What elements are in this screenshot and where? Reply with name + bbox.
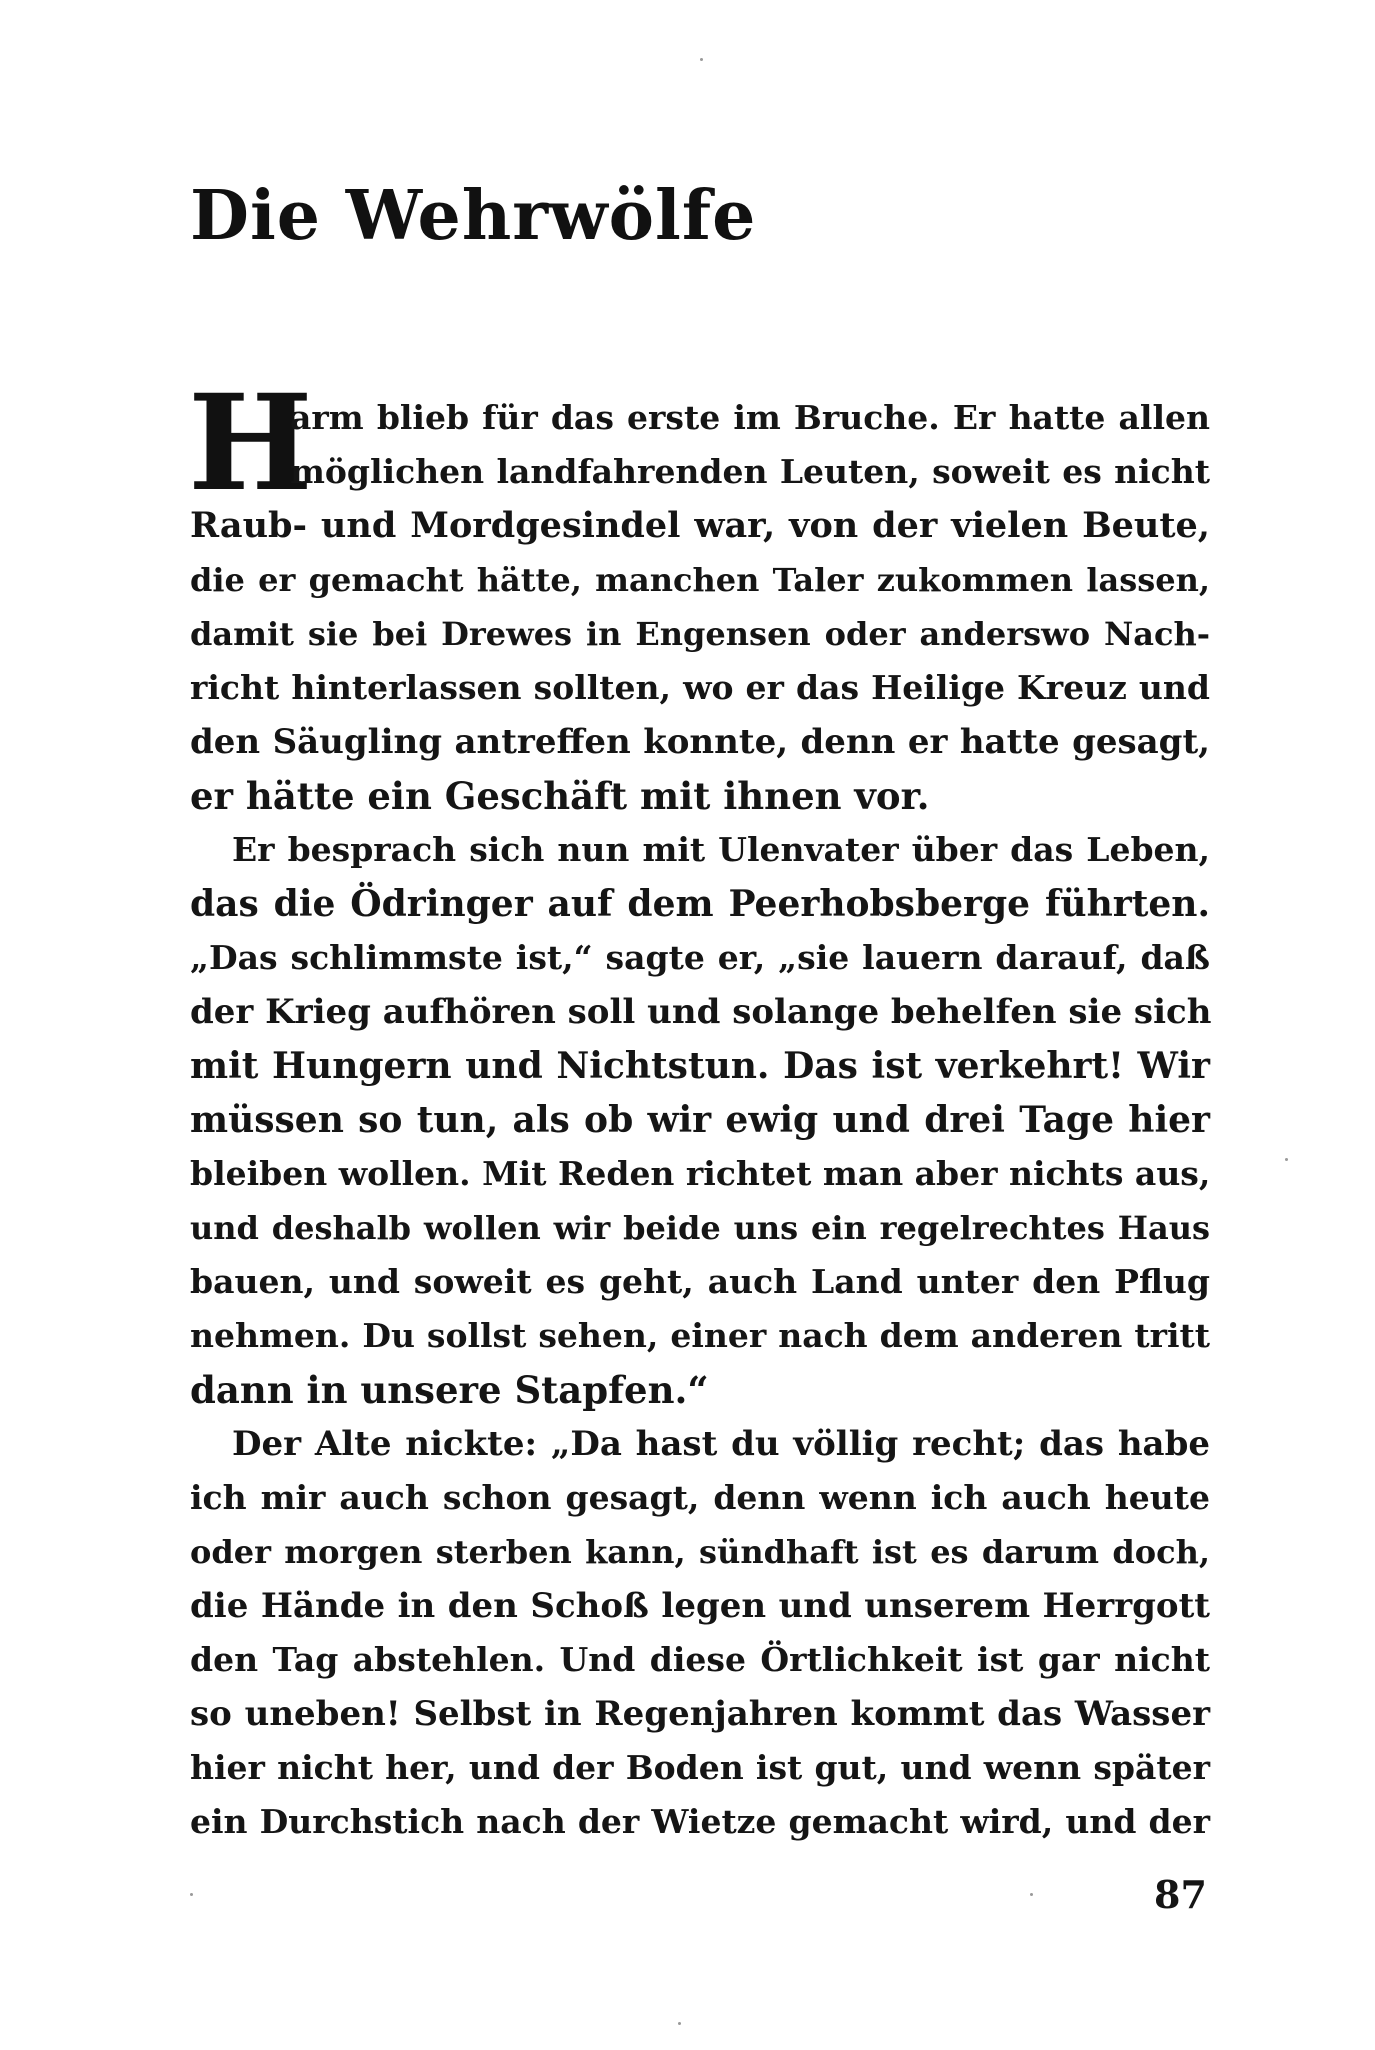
text-line: so uneben! Selbst in Regenjahren kommt das Wasser [190, 1694, 1210, 1734]
text-line: arm blieb für das erste im Bruche. Er hatte allen [290, 398, 1210, 437]
scan-speck [678, 2022, 681, 2025]
text-line: ich mir auch schon gesagt, denn wenn ich auch heute [190, 1478, 1210, 1517]
text-line: Er besprach sich nun mit Ulenvater über das Leben, [232, 830, 1210, 869]
text-line: die er gemacht hätte, manchen Taler zukommen lassen, [190, 561, 1210, 599]
text-line: hier nicht her, und der Boden ist gut, und wenn später [190, 1748, 1210, 1787]
scan-speck [1030, 1893, 1033, 1896]
text-line: ein Durchstich nach der Wietze gemacht wird, und der [190, 1802, 1210, 1841]
text-line: die Hände in den Schoß legen und unserem Herrgott [190, 1586, 1210, 1626]
text-line: bauen, und soweit es geht, auch Land unter den Pflug [190, 1262, 1210, 1301]
text-line: den Säugling antreffen konnte, denn er hatte gesagt, [190, 722, 1210, 762]
text-line: bleiben wollen. Mit Reden richtet man aber nichts aus, [190, 1154, 1211, 1193]
text-line: damit sie bei Drewes in Engensen oder anderswo Nach- [190, 615, 1210, 653]
page-number: 87 [1154, 1872, 1207, 1917]
scan-speck [700, 58, 703, 61]
scan-speck [1285, 1158, 1288, 1161]
text-line: den Tag abstehlen. Und diese Örtlichkeit ist gar nicht [190, 1640, 1210, 1679]
text-line: richt hinterlassen sollten, wo er das Heilige Kreuz und [190, 668, 1210, 707]
text-line: er hätte ein Geschäft mit ihnen vor. [190, 774, 930, 818]
text-line: oder morgen sterben kann, sündhaft ist es darum doch, [190, 1533, 1210, 1571]
scan-speck [190, 1893, 193, 1896]
text-line: Raub- und Mordgesindel war, von der vielen Beute, [190, 505, 1210, 546]
text-line: „Das schlimmste ist,“ sagte er, „sie lauern darauf, daß [190, 938, 1210, 977]
text-line: möglichen landfahrenden Leuten, soweit es nicht [290, 452, 1210, 491]
text-line: und deshalb wollen wir beide uns ein regelrechtes Haus [190, 1209, 1210, 1247]
text-line: müssen so tun, als ob wir ewig und drei Tage hier [190, 1099, 1210, 1141]
chapter-title: Die Wehrwölfe [190, 176, 757, 256]
text-line: der Krieg aufhören soll und solange behelfen sie sich [190, 992, 1212, 1032]
text-line: mit Hungern und Nichtstun. Das ist verkehrt! Wir [190, 1045, 1210, 1087]
text-line: Der Alte nickte: „Da hast du völlig recht; das habe [232, 1424, 1210, 1464]
text-line: nehmen. Du sollst sehen, einer nach dem anderen tritt [190, 1316, 1210, 1355]
drop-cap: H [188, 366, 313, 521]
text-line: dann in unsere Stapfen.“ [190, 1368, 709, 1412]
text-line: das die Ödringer auf dem Peerhobsberge führten. [190, 883, 1210, 925]
